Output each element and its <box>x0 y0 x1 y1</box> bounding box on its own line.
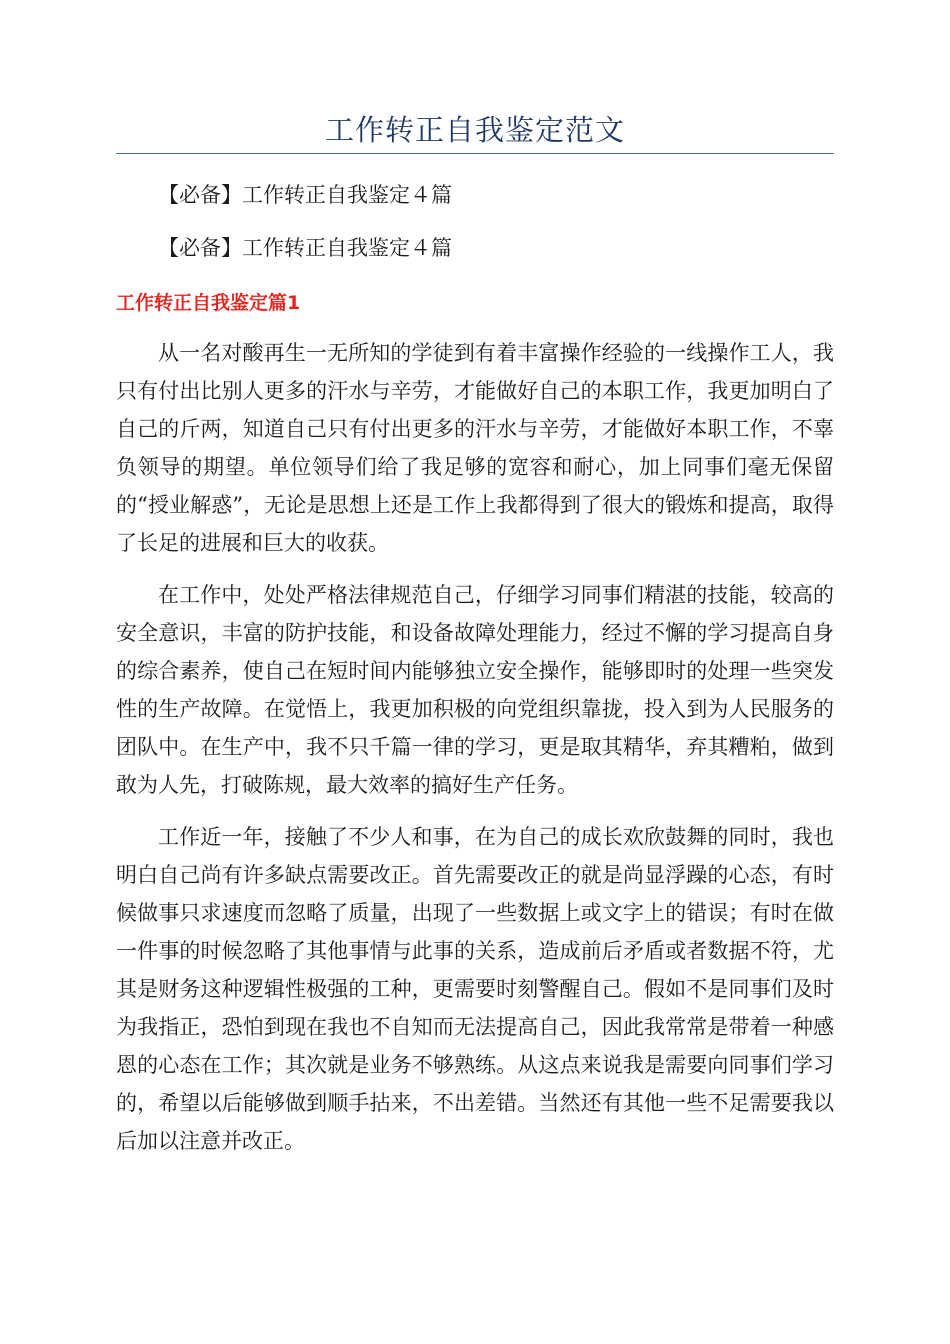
body-paragraph-3 <box>116 818 834 1160</box>
paragraph-text: 在工作中，处处严格法律规范自己，仔细学习同事们精湛的技能，较高的安全意识，丰富的防护技能，和设备故障处理能力，经过不懈的学习提高自身的综合素养，使自己在短时间内能够独立安全操作，能够即时的处理一些突发性的生产故障。在觉悟上，我更加积极的向党组织靠拢，投入到为人民服务的团队中。在生产中，我不只千篇一律的学习，更是取其精华，弃其糟粕，做到敢为人先，打破陈规，最大效率的搞好生产任务。 <box>116 583 834 797</box>
paragraph-text: 工作近一年，接触了不少人和事，在为自己的成长欢欣鼓舞的同时，我也明白自己尚有许多缺点需要改正。首先需要改正的就是尚显浮躁的心态，有时候做事只求速度而忽略了质量，出现了一些数据上或文字上的错误；有时在做一件事的时候忽略了其他事情与此事的关系，造成前后矛盾或者数据不符，尤其是财务这种逻辑性极强的工种，更需要时刻警醒自己。假如不是同事们及时为我指正，恐怕到现在我也不自知而无法提高自己，因此我常常是带着一种感恩的心态在工作；其次就是业务不够熟练。从这点来说我是需要向同事们学习的，希望以后能够做到顺手拈来，不出差错。当然还有其他一些不足需要我以后加以注意并改正。 <box>116 825 834 1153</box>
body-paragraph-2 <box>116 576 834 804</box>
title-underline <box>116 153 834 154</box>
toc-line-1: 【必备】工作转正自我鉴定４篇 <box>158 183 452 207</box>
toc-line-2: 【必备】工作转正自我鉴定４篇 <box>158 236 452 260</box>
body-paragraph-1 <box>116 334 834 562</box>
document-title: 工作转正自我鉴定范文 <box>324 113 625 147</box>
section-heading: 工作转正自我鉴定篇1 <box>116 292 301 314</box>
paragraph-text: 从一名对酸再生一无所知的学徒到有着丰富操作经验的一线操作工人，我只有付出比别人更多的汗水与辛劳，才能做好自己的本职工作，我更加明白了自己的斤两，知道自己只有付出更多的汗水与辛劳，才能做好本职工作，不辜负领导的期望。单位领导们给了我足够的宽容和耐心，加上同事们毫无保留的“授业解惑”，无论是思想上还是工作上我都得到了很大的锻炼和提高，取得了长足的进展和巨大的收获。 <box>116 341 834 555</box>
